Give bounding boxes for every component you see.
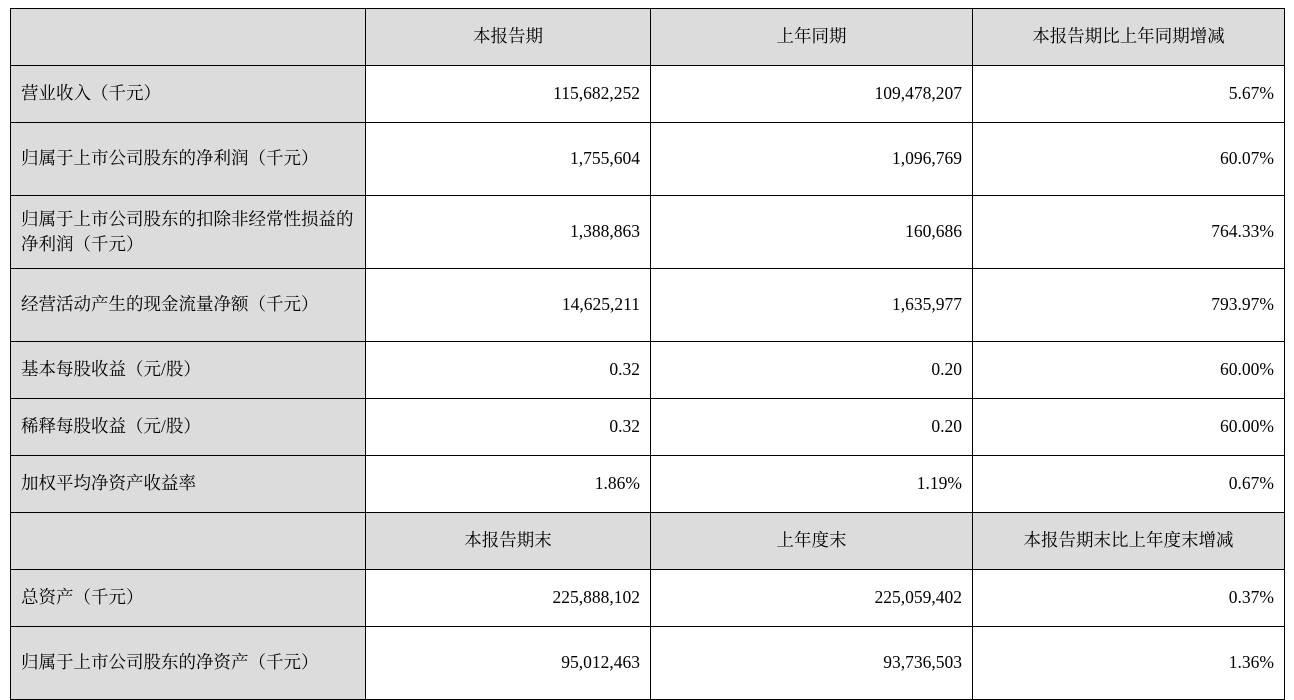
row-label: 基本每股收益（元/股） (11, 342, 366, 399)
row-label: 归属于上市公司股东的净资产（千元） (11, 627, 366, 700)
table-row (11, 570, 1285, 627)
subheader-cell-period-end: 本报告期末 (366, 513, 651, 570)
row-label: 营业收入（千元） (11, 66, 366, 123)
row-value-change: 60.00% (973, 399, 1285, 456)
row-value-current: 1,755,604 (366, 123, 651, 196)
row-value-current: 115,682,252 (366, 66, 651, 123)
table-row (11, 269, 1285, 342)
table-row (11, 399, 1285, 456)
table-row (11, 342, 1285, 399)
subheader-cell-prior-year-end: 上年度末 (651, 513, 973, 570)
row-value-prior: 0.20 (651, 342, 973, 399)
table-header-row (11, 9, 1285, 66)
row-value-change: 60.00% (973, 342, 1285, 399)
row-value-prior: 1,635,977 (651, 269, 973, 342)
row-value-change: 1.36% (973, 627, 1285, 700)
financial-summary-table (10, 8, 1285, 700)
subheader-cell-change: 本报告期末比上年度末增减 (973, 513, 1285, 570)
row-value-current: 1.86% (366, 456, 651, 513)
row-label: 稀释每股收益（元/股） (11, 399, 366, 456)
subheader-cell-empty (11, 513, 366, 570)
row-value-current: 225,888,102 (366, 570, 651, 627)
row-value-change: 0.37% (973, 570, 1285, 627)
row-value-change: 764.33% (973, 196, 1285, 269)
row-label: 总资产（千元） (11, 570, 366, 627)
row-value-prior: 1.19% (651, 456, 973, 513)
table-row (11, 123, 1285, 196)
header-cell-empty (11, 9, 366, 66)
header-cell-current-period: 本报告期 (366, 9, 651, 66)
row-value-prior: 225,059,402 (651, 570, 973, 627)
header-cell-change: 本报告期比上年同期增减 (973, 9, 1285, 66)
table-row (11, 456, 1285, 513)
row-value-current: 95,012,463 (366, 627, 651, 700)
row-value-change: 5.67% (973, 66, 1285, 123)
row-value-change: 793.97% (973, 269, 1285, 342)
row-value-prior: 93,736,503 (651, 627, 973, 700)
row-value-prior: 160,686 (651, 196, 973, 269)
row-value-current: 0.32 (366, 342, 651, 399)
row-value-current: 1,388,863 (366, 196, 651, 269)
row-label: 归属于上市公司股东的扣除非经常性损益的净利润（千元） (11, 196, 366, 269)
table-subheader-row (11, 513, 1285, 570)
table-row (11, 66, 1285, 123)
table-row (11, 196, 1285, 269)
row-label: 归属于上市公司股东的净利润（千元） (11, 123, 366, 196)
row-value-change: 0.67% (973, 456, 1285, 513)
row-value-prior: 109,478,207 (651, 66, 973, 123)
row-label: 加权平均净资产收益率 (11, 456, 366, 513)
row-value-change: 60.07% (973, 123, 1285, 196)
row-value-prior: 1,096,769 (651, 123, 973, 196)
header-cell-prior-period: 上年同期 (651, 9, 973, 66)
table-row (11, 627, 1285, 700)
row-label: 经营活动产生的现金流量净额（千元） (11, 269, 366, 342)
row-value-prior: 0.20 (651, 399, 973, 456)
row-value-current: 14,625,211 (366, 269, 651, 342)
row-value-current: 0.32 (366, 399, 651, 456)
